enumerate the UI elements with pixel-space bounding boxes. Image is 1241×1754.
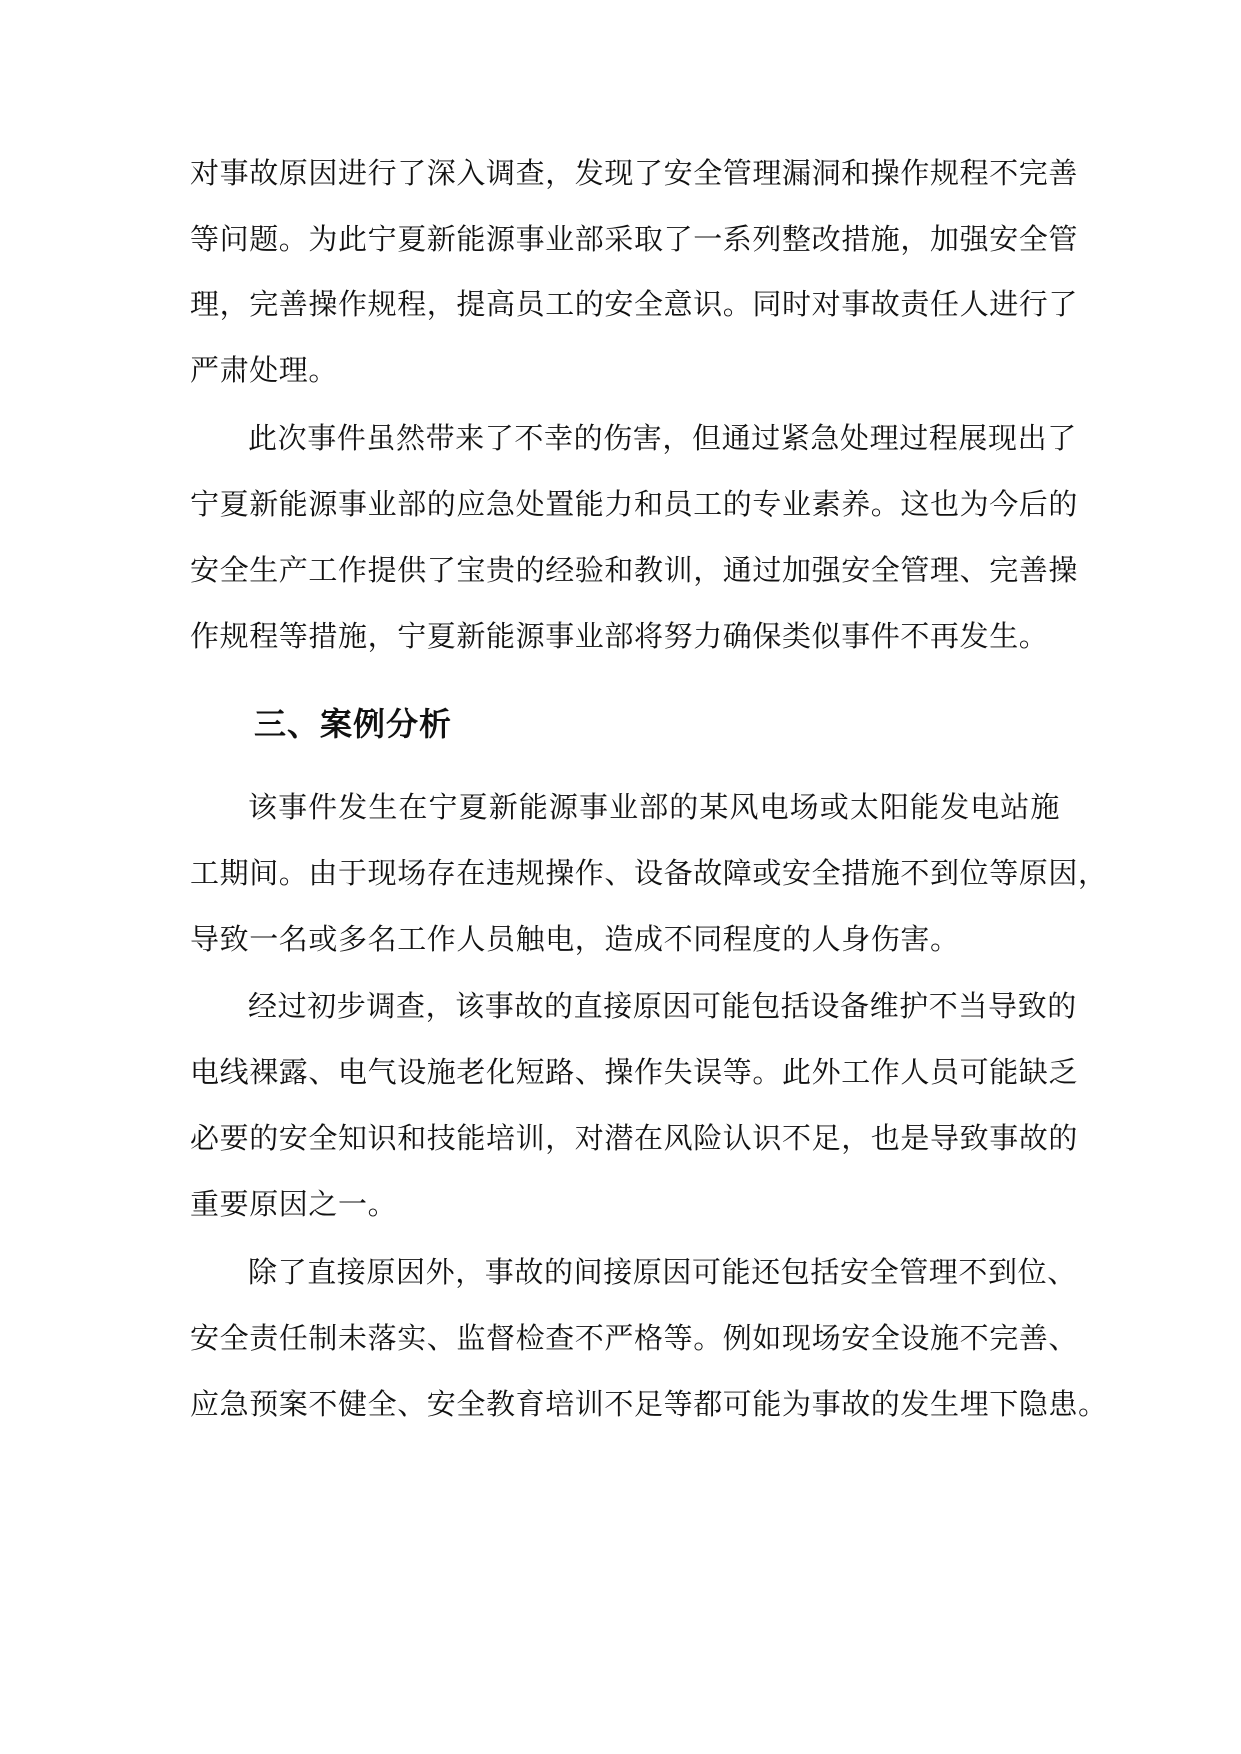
paragraph-line: 严肃处理。: [190, 353, 339, 387]
paragraph-line: 作规程等措施，宁夏新能源事业部将努力确保类似事件不再发生。: [190, 619, 1049, 653]
paragraph-line: 应急预案不健全、安全教育培训不足等都可能为事故的发生埋下隐患。: [190, 1387, 1108, 1421]
paragraph-line: 除了直接原因外，事故的间接原因可能还包括安全管理不到位、: [248, 1255, 1077, 1289]
paragraph-line: 电线裸露、电气设施老化短路、操作失误等。此外工作人员可能缺乏: [190, 1055, 1079, 1089]
paragraph-line: 安全责任制未落实、监督检查不严格等。例如现场安全设施不完善、: [190, 1321, 1079, 1355]
paragraph-line: 必要的安全知识和技能培训，对潜在风险认识不足，也是导致事故的: [190, 1121, 1079, 1155]
paragraph-line: 该事件发生在宁夏新能源事业部的某风电场或太阳能发电站施: [248, 790, 1060, 824]
paragraph-line: 对事故原因进行了深入调查，发现了安全管理漏洞和操作规程不完善: [190, 156, 1079, 190]
paragraph-line: 工期间。由于现场存在违规操作、设备故障或安全措施不到位等原因，: [190, 856, 1108, 890]
paragraph-line: 此次事件虽然带来了不幸的伤害，但通过紧急处理过程展现出了: [248, 421, 1077, 455]
paragraph-line: 理，完善操作规程，提高员工的安全意识。同时对事故责任人进行了: [190, 287, 1079, 321]
paragraph-line: 安全生产工作提供了宝贵的经验和教训，通过加强安全管理、完善操: [190, 553, 1079, 587]
paragraph-line: 经过初步调查，该事故的直接原因可能包括设备维护不当导致的: [248, 989, 1077, 1023]
paragraph-line: 重要原因之一。: [190, 1187, 398, 1221]
section-heading: 三、案例分析: [254, 705, 453, 743]
paragraph-line: 宁夏新能源事业部的应急处置能力和员工的专业素养。这也为今后的: [190, 487, 1079, 521]
paragraph-line: 导致一名或多名工作人员触电，造成不同程度的人身伤害。: [190, 922, 960, 956]
paragraph-line: 等问题。为此宁夏新能源事业部采取了一系列整改措施，加强安全管: [190, 222, 1079, 256]
